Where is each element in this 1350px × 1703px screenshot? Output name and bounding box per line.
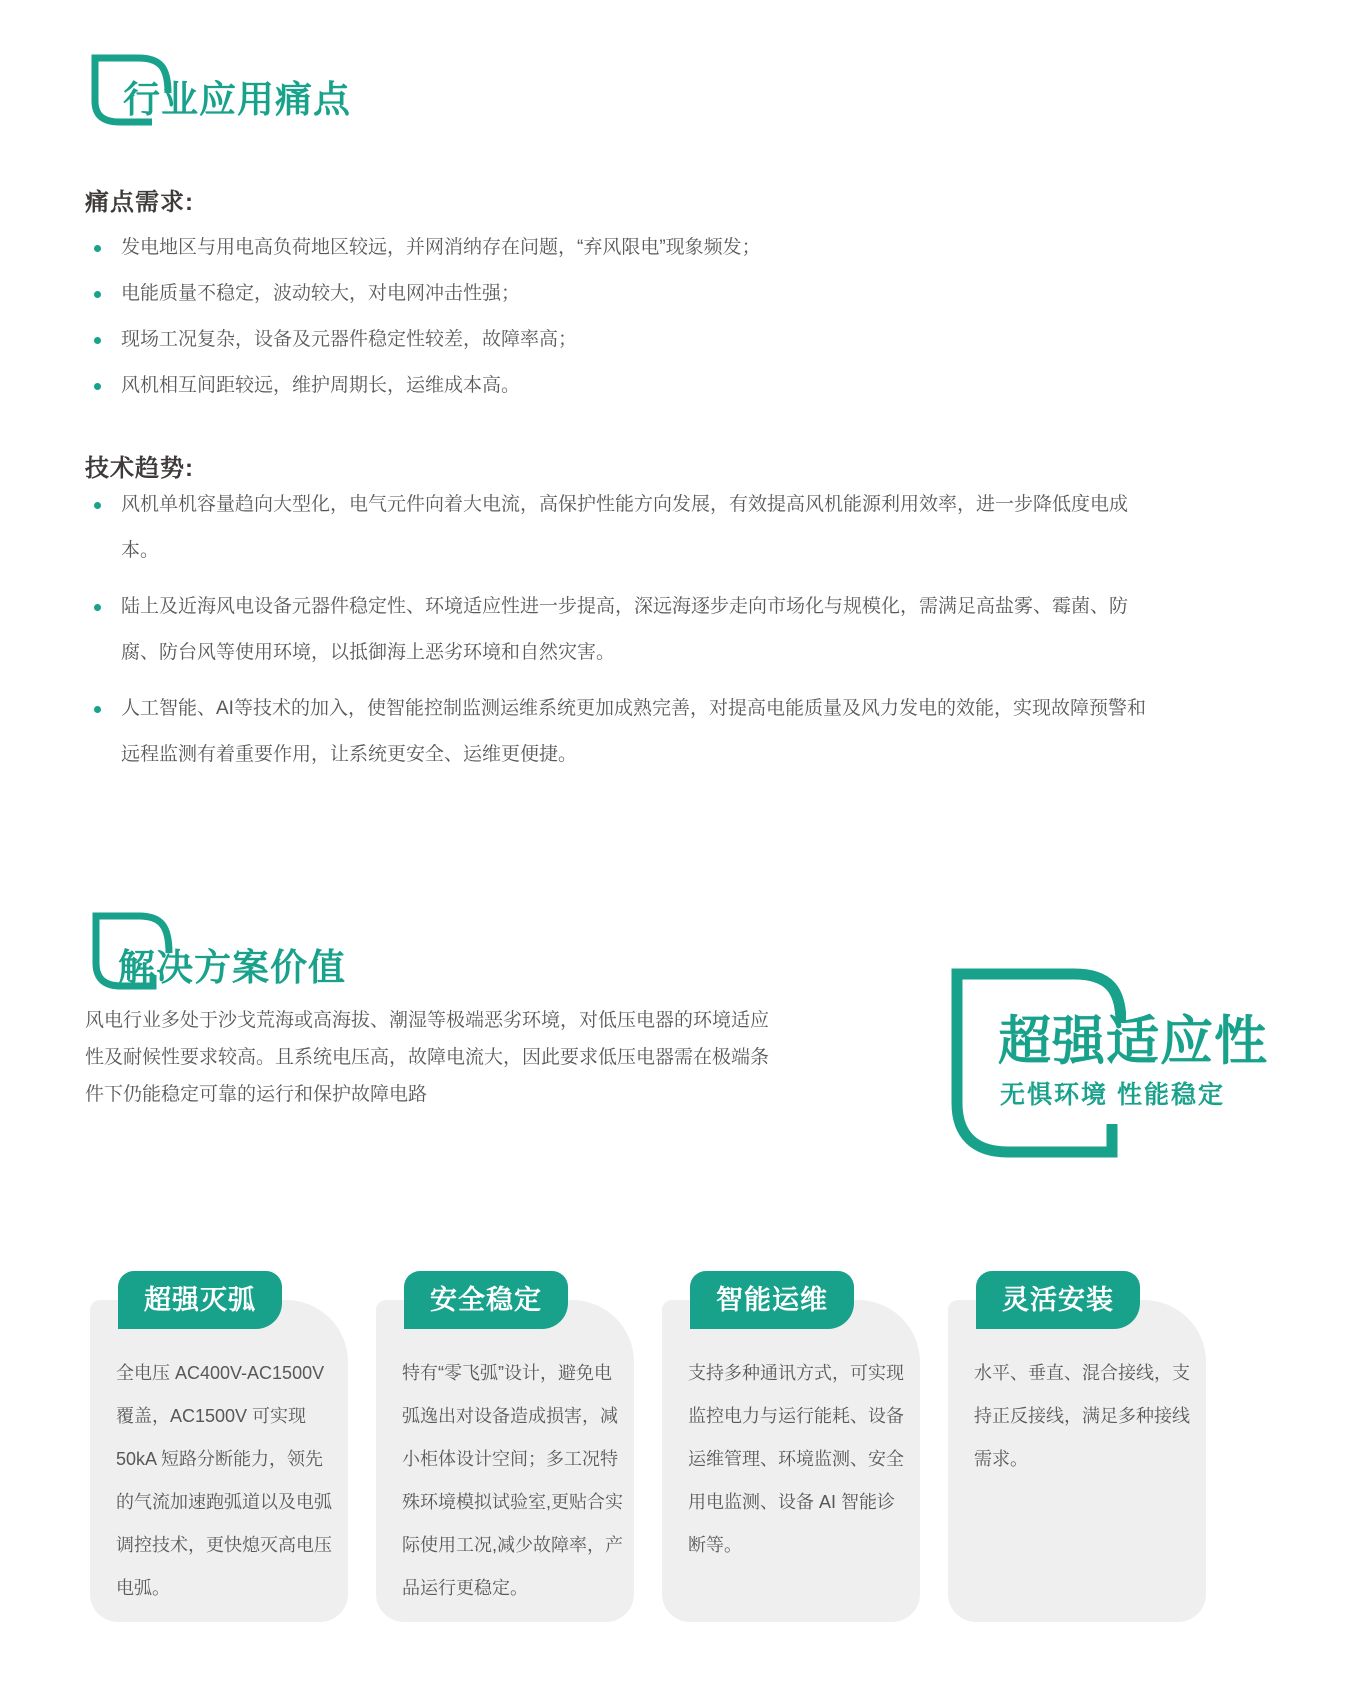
- bullet-text: 现场工况复杂，设备及元器件稳定性较差，故障率高；: [121, 329, 578, 350]
- bullet-text: 陆上及近海风电设备元器件稳定性、环境适应性进一步提高，深远海逐步走向市场化与规模化，需满足高盐雾、霉菌、防腐、防台风等使用环境，以抵御海上恶劣环境和自然灾害。: [121, 596, 1129, 663]
- card-tab: 安全稳定: [404, 1271, 568, 1329]
- bullet-text: 电能质量不稳定，波动较大，对电网冲击性强；: [121, 283, 521, 304]
- card-body-text: 全电压 AC400V-AC1500V 覆盖，AC1500V 可实现 50kA 短路分断能力，领先的气流加速跑弧道以及电弧调控技术，更快熄灭高电压电弧。: [116, 1363, 332, 1598]
- feature-card-safety-stability: [376, 1285, 634, 1622]
- bullet-dot-icon: [94, 502, 101, 509]
- card-tab: 超强灭弧: [118, 1271, 282, 1329]
- card-body-text: 支持多种通讯方式，可实现监控电力与运行能耗、设备运维管理、环境监测、安全用电监测、设备 AI 智能诊断等。: [688, 1363, 904, 1555]
- bullet-dot-icon: [94, 604, 101, 611]
- bullet-dot-icon: [94, 337, 101, 344]
- feature-card-flexible-install: [948, 1285, 1206, 1622]
- list-item: [85, 584, 1150, 676]
- list-item: [85, 686, 1150, 778]
- list-item: [85, 225, 1185, 271]
- badge-title: 超强适应性: [998, 1012, 1268, 1071]
- solution-section-title: 解决方案价值: [118, 947, 346, 988]
- solution-section-header: [91, 911, 346, 991]
- feature-card-smart-operation: [662, 1285, 920, 1622]
- pain-trend-list: [85, 482, 1150, 788]
- card-tab: 灵活安装: [976, 1271, 1140, 1329]
- pain-demand-heading: 痛点需求:: [85, 189, 194, 216]
- solution-paragraph: 风电行业多处于沙戈荒海或高海拔、潮湿等极端恶劣环境，对低压电器的环境适应性及耐候性要求较高。且系统电压高，故障电流大，因此要求低压电器需在极端条件下仍能稳定可靠的运行和保护故障电路: [85, 1010, 770, 1105]
- card-tab: 智能运维: [690, 1271, 854, 1329]
- bullet-text: 风机相互间距较远，维护周期长，运维成本高。: [121, 375, 521, 396]
- bullet-text: 发电地区与用电高负荷地区较远，并网消纳存在问题，“弃风限电”现象频发；: [121, 237, 761, 258]
- list-item: [85, 363, 1185, 409]
- bullet-dot-icon: [94, 706, 101, 713]
- pain-trend-heading: 技术趋势:: [85, 455, 194, 482]
- card-body-text: 特有“零飞弧”设计，避免电弧逸出对设备造成损害，减小柜体设计空间；多工况特殊环境模拟试验室,更贴合实际使用工况,减少故障率，产品运行更稳定。: [402, 1363, 623, 1598]
- list-item: [85, 317, 1185, 363]
- feature-card-arc-extinguishing: [90, 1285, 348, 1622]
- bullet-text: 风机单机容量趋向大型化，电气元件向着大电流，高保护性能方向发展，有效提高风机能源利用效率，进一步降低度电成本。: [121, 494, 1129, 561]
- list-item: [85, 271, 1185, 317]
- bullet-dot-icon: [94, 245, 101, 252]
- list-item: [85, 482, 1150, 574]
- bullet-dot-icon: [94, 291, 101, 298]
- bullet-dot-icon: [94, 383, 101, 390]
- badge-subtitle: 无惧环境 性能稳定: [1000, 1081, 1225, 1109]
- adaptability-badge: [950, 967, 1300, 1167]
- bullet-text: 人工智能、AI等技术的加入，使智能控制监测运维系统更加成熟完善，对提高电能质量及风力发电的效能，实现故障预警和远程监测有着重要作用，让系统更安全、运维更便捷。: [121, 698, 1146, 765]
- card-body-text: 水平、垂直、混合接线，支持正反接线，满足多种接线需求。: [974, 1363, 1190, 1469]
- pain-section-title: 行业应用痛点: [123, 79, 351, 120]
- pain-section-header: [90, 53, 351, 127]
- pain-demand-list: [85, 225, 1185, 409]
